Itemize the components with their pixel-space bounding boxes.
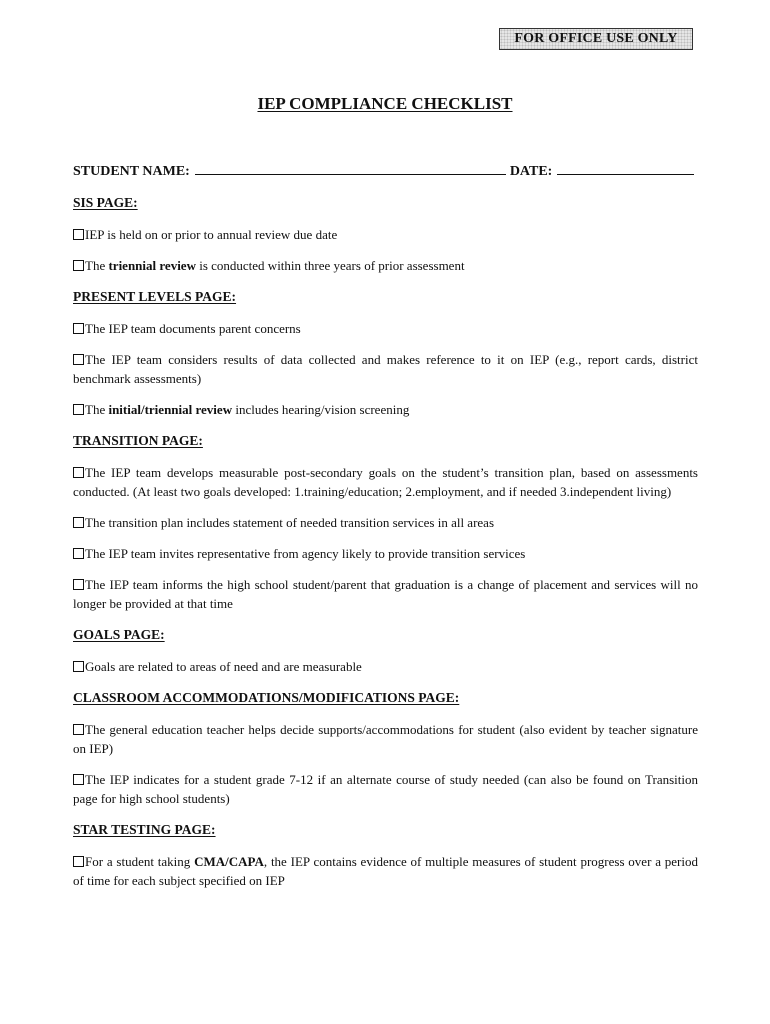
checkbox[interactable] — [73, 260, 84, 271]
checklist-item: The IEP team documents parent concerns — [73, 319, 698, 338]
checkbox[interactable] — [73, 517, 84, 528]
checklist-item: IEP is held on or prior to annual review due date — [73, 225, 698, 244]
checkbox[interactable] — [73, 467, 84, 478]
checklist-item: The IEP team informs the high school student/parent that graduation is a change of placement and services will no longer be provided at that time — [73, 577, 698, 611]
student-name-field[interactable] — [195, 162, 506, 175]
student-name-label: STUDENT NAME: — [73, 164, 190, 179]
date-label: DATE: — [509, 164, 553, 179]
checklist-item: The general education teacher helps decide supports/accommodations for student (also evident by teacher signature on IEP) — [73, 722, 698, 756]
section-heading-star-testing: STAR TESTING PAGE: — [73, 822, 216, 837]
section-heading-transition: TRANSITION PAGE: — [73, 433, 203, 448]
section-heading-present-levels: PRESENT LEVELS PAGE: — [73, 289, 237, 304]
checkbox[interactable] — [73, 548, 84, 559]
checkbox[interactable] — [73, 404, 84, 415]
checkbox[interactable] — [73, 856, 84, 867]
checklist-item: For a student taking CMA/CAPA, the IEP contains evidence of multiple measures of student progress over a period of time for each subject specified on IEP — [73, 854, 698, 888]
checklist-item: The triennial review is conducted within three years of prior assessment — [73, 256, 698, 275]
student-info-row — [73, 162, 698, 180]
office-use-only-box — [499, 28, 693, 50]
checklist-body — [73, 193, 698, 902]
section-heading-goals: GOALS PAGE: — [73, 627, 165, 642]
checklist-item: The IEP indicates for a student grade 7-12 if an alternate course of study needed (can also be found on Transition page for high school students) — [73, 772, 698, 806]
section-heading-classroom: CLASSROOM ACCOMMODATIONS/MODIFICATIONS PAGE: — [73, 690, 460, 705]
checklist-item: The IEP team develops measurable post-secondary goals on the student’s transition plan, based on assessments conducted. (At least two goals developed: 1.training/education; 2.employment, and if needed 3.independent living) — [73, 465, 698, 499]
office-use-only-label: FOR OFFICE USE ONLY — [514, 31, 678, 46]
page-title-text: IEP COMPLIANCE CHECKLIST — [257, 94, 513, 113]
checkbox[interactable] — [73, 579, 84, 590]
checkbox[interactable] — [73, 323, 84, 334]
checklist-item: The IEP team invites representative from agency likely to provide transition services — [73, 544, 698, 563]
checkbox[interactable] — [73, 724, 84, 735]
date-field[interactable] — [557, 162, 694, 175]
section-heading-sis: SIS PAGE: — [73, 195, 138, 210]
checkbox[interactable] — [73, 774, 84, 785]
checkbox[interactable] — [73, 229, 84, 240]
checkbox[interactable] — [73, 354, 84, 365]
checkbox[interactable] — [73, 661, 84, 672]
checklist-item: Goals are related to areas of need and are measurable — [73, 657, 698, 676]
checklist-item: The IEP team considers results of data collected and makes reference to it on IEP (e.g., report cards, district benchmark assessments) — [73, 352, 698, 386]
page-title — [0, 94, 770, 114]
checklist-item: The transition plan includes statement of needed transition services in all areas — [73, 513, 698, 532]
checklist-item: The initial/triennial review includes hearing/vision screening — [73, 400, 698, 419]
